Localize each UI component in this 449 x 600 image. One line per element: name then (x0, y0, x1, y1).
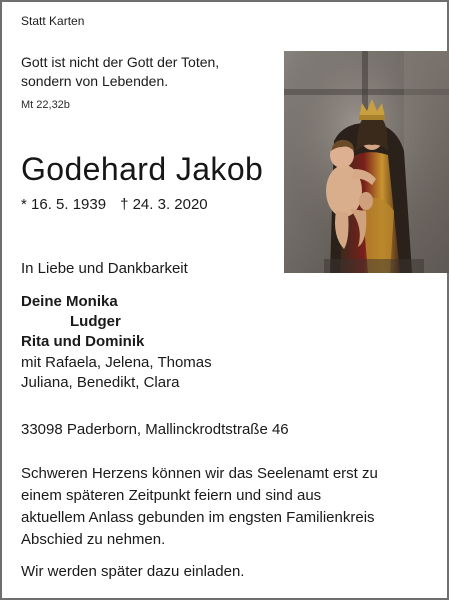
mourner-name: Rita und Dominik (21, 333, 145, 350)
verse-line: Gott ist nicht der Gott der Toten, (21, 54, 220, 70)
mourner-name: Ludger (70, 313, 121, 330)
birth-date: * 16. 5. 1939 (21, 196, 107, 213)
madonna-photo (284, 51, 449, 273)
notice-line: Abschied zu nehmen. (21, 531, 166, 548)
life-dates (21, 196, 208, 213)
verse-reference: Mt 22,32b (21, 99, 70, 111)
mourner-name: Deine Monika (21, 293, 118, 310)
madonna-statue-image (284, 51, 449, 273)
deceased-name: Godehard Jakob (21, 151, 264, 187)
mourners-intro: In Liebe und Dankbarkeit (21, 260, 188, 277)
verse-line: sondern von Lebenden. (21, 73, 169, 89)
grandchildren-line: Juliana, Benedikt, Clara (21, 374, 180, 391)
grandchildren-line: mit Rafaela, Jelena, Thomas (21, 354, 212, 371)
family-address: 33098 Paderborn, Mallinckrodtstraße 46 (21, 421, 289, 438)
notice-closing: Wir werden später dazu einladen. (21, 563, 245, 580)
notice-line: Schweren Herzens können wir das Seelenamt erst zu (21, 465, 378, 482)
death-date: † 24. 3. 2020 (120, 196, 208, 213)
header-prefix: Statt Karten (21, 14, 85, 28)
notice-line: aktuellem Anlass gebunden im engsten Familienkreis (21, 509, 375, 526)
notice-line: einem späteren Zeitpunkt feiern und sind aus (21, 487, 322, 504)
